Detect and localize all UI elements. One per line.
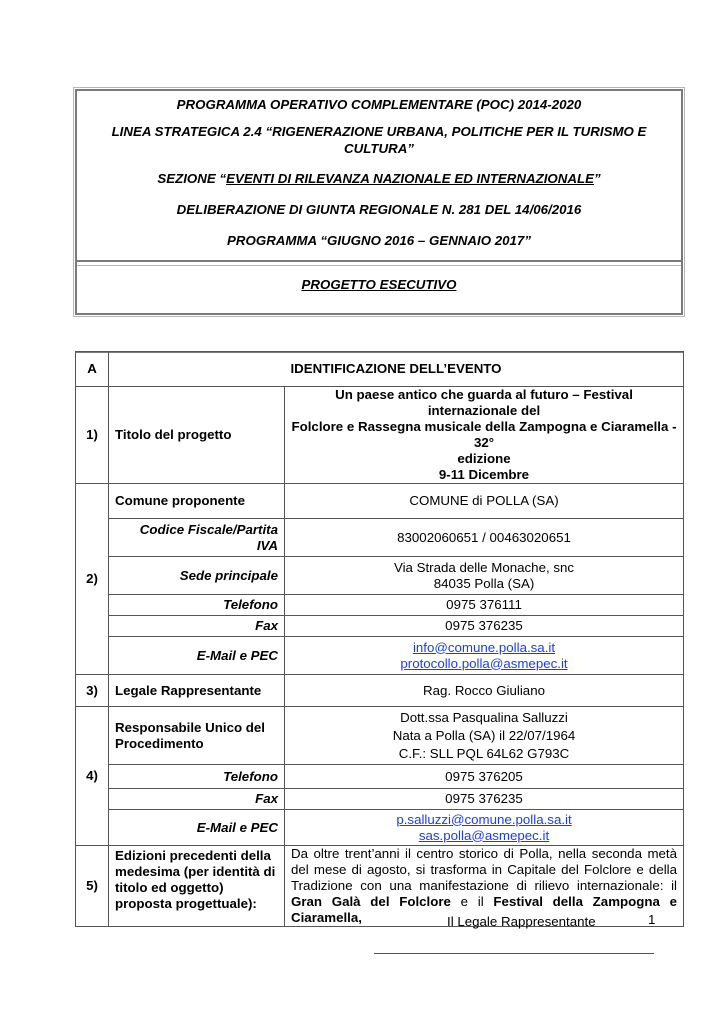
email-link[interactable]: p.salluzzi@comune.polla.sa.it (396, 811, 572, 827)
page-number: 1 (648, 912, 656, 927)
row-number: 5) (76, 846, 109, 927)
programme-title: PROGRAMMA OPERATIVO COMPLEMENTARE (POC) 2014-2020 (176, 97, 582, 112)
field-label: Sede principale (109, 557, 285, 595)
signature-line (374, 953, 654, 954)
header-box (75, 89, 683, 315)
field-label: Codice Fiscale/Partita IVA (109, 519, 285, 557)
edizioni-description: Da oltre trent’anni il centro storico di Polla, nella seconda metà del mese di agosto, si trasforma in Capitale del Folclore e della Tradizione con una manifestazione di rilievo internazionale: il Gran Galà del Folclore e il Festival della Zampogna e Ciaramella, (285, 846, 684, 927)
pec-link[interactable]: sas.polla@asmepec.it (418, 827, 550, 843)
field-label: Comune proponente (109, 484, 285, 519)
table-row-codice-fiscale (76, 519, 684, 557)
field-label: E-Mail e PEC (109, 810, 285, 846)
row-number: 2) (76, 484, 109, 675)
row-number: 3) (76, 675, 109, 707)
field-label: Fax (109, 616, 285, 637)
table-row-title (76, 387, 684, 484)
field-label: Telefono (109, 595, 285, 616)
sede-value: Via Strada delle Monache, snc 84035 Polla (SA) (285, 557, 684, 595)
fax-value: 0975 376235 (285, 789, 684, 810)
table-row-email (76, 810, 684, 846)
table-row-responsabile (76, 707, 684, 765)
email-link[interactable]: info@comune.polla.sa.it (412, 639, 556, 655)
table-row-telefono (76, 595, 684, 616)
field-label: Telefono (109, 765, 285, 789)
email-value (285, 637, 684, 675)
header-titles (77, 91, 681, 261)
project-title-value: Un paese antico che guarda al futuro – Festival internazionale del Folclore e Rassegna musicale della Zampogna e Ciaramella - 32° edizione 9-11 Dicembre (285, 387, 684, 484)
table-header-row (76, 352, 684, 387)
pec-link[interactable]: protocollo.polla@asmepec.it (400, 655, 568, 671)
signature-label: Il Legale Rappresentante (447, 914, 596, 929)
responsabile-value: Dott.ssa Pasqualina Salluzzi Nata a Polla (SA) il 22/07/1964 C.F.: SLL PQL 64L62 G793C (285, 707, 684, 765)
deliberation-title: DELIBERAZIONE DI GIUNTA REGIONALE N. 281 DEL 14/06/2016 (176, 202, 582, 217)
telefono-value: 0975 376205 (285, 765, 684, 789)
field-label: Edizioni precedenti della medesima (per identità di titolo ed oggetto) proposta progettuale): (109, 846, 285, 927)
event-identification-table (75, 351, 684, 927)
header-divider (77, 260, 681, 266)
table-row-email (76, 637, 684, 675)
field-label: Titolo del progetto (109, 387, 285, 484)
legale-value: Rag. Rocco Giuliano (285, 675, 684, 707)
row-number: 4) (76, 707, 109, 846)
email-value (285, 810, 684, 846)
table-row-comune (76, 484, 684, 519)
field-label: Responsabile Unico del Procedimento (109, 707, 285, 765)
row-number: 1) (76, 387, 109, 484)
table-row-sede (76, 557, 684, 595)
table-row-fax (76, 789, 684, 810)
comune-value: COMUNE di POLLA (SA) (285, 484, 684, 519)
table-title: IDENTIFICAZIONE DELL’EVENTO (109, 352, 684, 387)
codice-fiscale-value: 83002060651 / 00463020651 (285, 519, 684, 557)
project-type-title: PROGETTO ESECUTIVO (301, 277, 457, 292)
table-row-fax (76, 616, 684, 637)
strategic-line-title: LINEA STRATEGICA 2.4 “RIGENERAZIONE URBANA, POLITICHE PER IL TURISMO E CULTURA” (111, 124, 647, 156)
field-label: Fax (109, 789, 285, 810)
fax-value: 0975 376235 (285, 616, 684, 637)
section-title: SEZIONE “EVENTI DI RILEVANZA NAZIONALE ED INTERNAZIONALE” (157, 171, 601, 186)
table-row-legale (76, 675, 684, 707)
program-period-title: PROGRAMMA “GIUGNO 2016 – GENNAIO 2017” (227, 233, 531, 248)
section-letter: A (76, 352, 109, 387)
field-label: Legale Rappresentante (109, 675, 285, 707)
telefono-value: 0975 376111 (285, 595, 684, 616)
table-row-telefono (76, 765, 684, 789)
field-label: E-Mail e PEC (109, 637, 285, 675)
